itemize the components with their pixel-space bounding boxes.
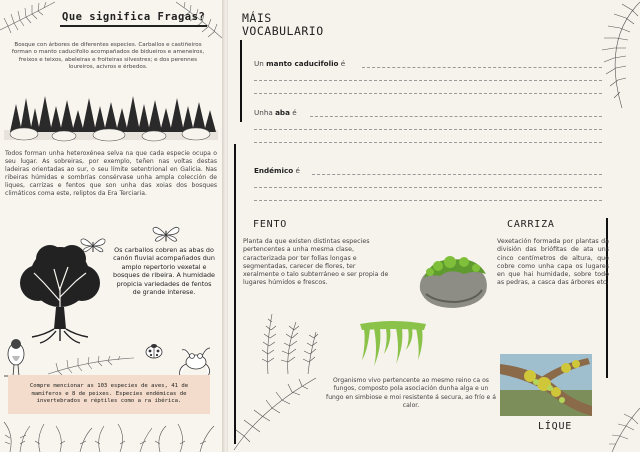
answer-line[interactable] <box>254 129 602 130</box>
answer-line[interactable] <box>254 142 602 143</box>
species-box: Compre mencionar as 103 especies de aves, 41 de mamíferos e 8 de peixes. Especies endémicas de invertebrados e réptiles como a ra ibérica. <box>8 375 210 414</box>
fern-corner-top-left-icon <box>0 0 60 40</box>
vocabulary-title <box>242 12 324 38</box>
lique-title: LÍQUE <box>538 421 573 432</box>
vocab-suffix: é <box>295 166 300 175</box>
answer-line[interactable] <box>254 200 602 201</box>
vocab-suffix: é <box>292 108 297 117</box>
lichen-hanging-illustration <box>358 320 428 368</box>
fern-bottom-right-icon <box>230 370 320 452</box>
carballos-paragraph: Os carballos cobren as abas do canón fluvial acompañados dun amplo repertorio vexetal e bosques de ribeira. A humidade propicia variedades de fentos de grande interese. <box>113 246 215 297</box>
forest-illustration <box>4 94 218 144</box>
main-paragraph: Todos forman unha heteroxénea selva na que cada especie ocupa o seu lugar. As sobreiras, por exemplo, teñen nas voltas destas ladeiras orientadas ao sur, o seu límite setentrional en Galicia. Nas ribeiras húmidas e sombrías consérvase unha ampla colección de liques, carrizas e fentos que son unha das xoias dos bosques climáticos coma este, reliptos da Era Terciaria. <box>5 150 217 198</box>
carriza-paragraph: Vexetación formada por plantas da división das briófitas de ata uns cinco centímetros de altura, que cobre como unha capa os lugares en que hai humidade, sobre todo as pedras, a casca das árbores etc. <box>497 238 609 287</box>
vocab-term: manto caducifolio <box>266 59 339 68</box>
intro-paragraph: Bosque con árbores de diferentes especies. Carballos e castiñeiros forman o manto caducifolio acompañados de bidueiros e ameneiros, freixos e teixos, abeleiras e froiteiras silvestres; e dos perennes loureiros, acivros e érbedos. <box>11 42 205 70</box>
vocab-row-endemico <box>254 166 300 175</box>
butterfly-icon <box>152 224 180 246</box>
answer-line[interactable] <box>310 116 602 117</box>
vocab-prefix: Unha <box>254 108 273 117</box>
answer-line[interactable] <box>312 174 602 175</box>
frog-icon <box>176 346 214 378</box>
lique-paragraph: Organismo vivo pertencente ao mesmo reino ca os fungos, composto pola asociación dunha alga e un fungo en simbiose e moi resistente á secura, ao frío e á calor. <box>326 377 496 409</box>
oak-tree-illustration <box>14 243 106 345</box>
fern-sketch-illustration <box>258 310 322 376</box>
answer-line[interactable] <box>254 80 602 81</box>
carriza-title: CARRIZA <box>507 219 555 230</box>
fern-bottom-left-icon <box>46 354 136 376</box>
left-page-title <box>62 11 205 23</box>
vocab-title-line2: VOCABULARIO <box>242 24 324 38</box>
vocab-title-line1: MÁIS <box>242 11 272 25</box>
left-title-text: Que significa Fragas? <box>62 11 206 23</box>
fento-paragraph: Planta da que existen distintas especies pertencentes a unha mesma clase, caracterizada por ter follas longas e segmentadas, carecer de flores, ter xeralmente o talo subterráneo e ser propia de lugares húmidos e frescos. <box>243 238 389 287</box>
vocab-prefix: Un <box>254 59 264 68</box>
vocab-term: Endémico <box>254 166 294 175</box>
answer-line[interactable] <box>254 187 602 188</box>
vocab-title-rule <box>240 40 242 122</box>
lichen-branch-photo <box>500 354 592 416</box>
title-underline <box>60 25 207 27</box>
vocab-row-aba <box>254 108 297 117</box>
answer-line[interactable] <box>254 93 602 94</box>
grass-bottom-left-icon <box>0 420 222 452</box>
vocab-term: aba <box>275 108 290 117</box>
answer-line[interactable] <box>362 67 602 68</box>
mossy-rock-illustration <box>416 250 492 310</box>
fento-title: FENTO <box>253 219 288 230</box>
vocab-row-manto-caducifolio <box>254 59 345 68</box>
fern-bottom-right-corner-icon <box>592 404 640 452</box>
vocab-suffix: é <box>340 59 346 68</box>
ladybug-icon <box>144 343 164 359</box>
bird-icon <box>4 338 26 378</box>
